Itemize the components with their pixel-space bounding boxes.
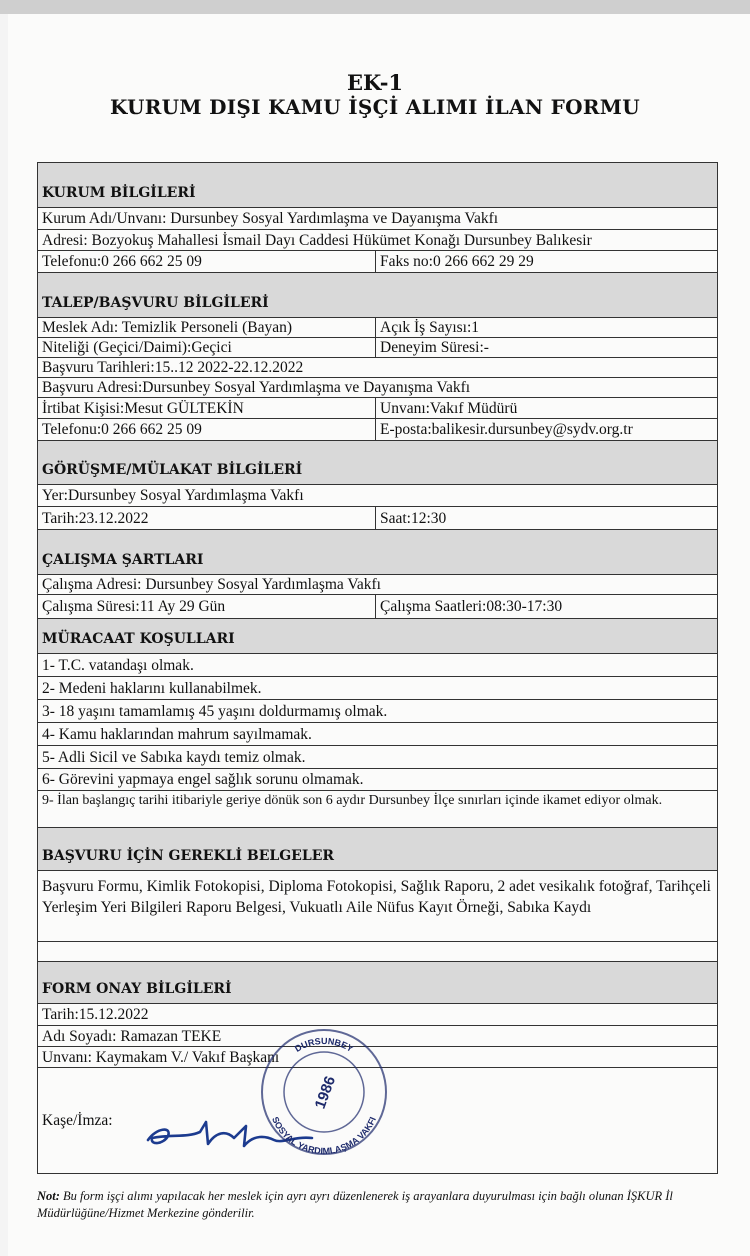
kosul-6: 6- Görevini yapmaya engel sağlık sorunu olmamak. (38, 769, 717, 791)
kurum-adres: Adresi: Bozyokuş Mahallesi İsmail Dayı Caddesi Hükümet Konağı Dursunbey Balıkesir (38, 230, 717, 251)
calisma-sure-row (38, 595, 717, 619)
footnote-text: Bu form işçi alımı yapılacak her meslek için ayrı ayrı düzenlenerek iş arayanlara duyurulması için bağlı olunan İŞKUR İl Müdürlüğüne/Hizmet Merkezine gönderilir. (37, 1189, 673, 1220)
gorusme-yer: Yer:Dursunbey Sosyal Yardımlaşma Vakfı (38, 485, 717, 507)
talep-eposta: E-posta:balikesir.dursunbey@sydv.org.tr (380, 421, 633, 438)
talep-telefon: Telefonu:0 266 662 25 09 (38, 419, 376, 440)
irtibat-kisisi: İrtibat Kişisi:Mesut GÜLTEKİN (38, 398, 376, 418)
niteligi: Niteliği (Geçici/Daimi):Geçici (38, 338, 376, 357)
stamp-bottom-text: SOSYAL YARDIMLAŞMA VAKFI (269, 1115, 378, 1157)
kosul-4: 4- Kamu haklarından mahrum sayılmamak. (38, 723, 717, 746)
form-title: KURUM DIŞI KAMU İŞÇİ ALIMI İLAN FORMU (110, 95, 640, 119)
official-stamp (254, 1022, 394, 1162)
calisma-suresi: Çalışma Süresi:11 Ay 29 Gün (38, 595, 376, 618)
section-header-onay: FORM ONAY BİLGİLERİ (38, 962, 717, 1004)
meslek-adi: Meslek Adı: Temizlik Personeli (Bayan) (38, 318, 376, 337)
footnote (37, 1188, 727, 1222)
kosul-3: 3- 18 yaşını tamamlamış 45 yaşını doldurmamış olmak. (38, 700, 717, 723)
basvuru-tarihleri: Başvuru Tarihleri:15..12 2022-22.12.2022 (38, 358, 717, 378)
svg-text:DURSUNBEY (293, 1036, 355, 1054)
irtibat-unvan: Unvanı:Vakıf Müdürü (380, 400, 518, 417)
gorusme-saat: Saat:12:30 (380, 510, 447, 527)
talep-row-2 (38, 338, 717, 358)
kosul-2: 2- Medeni haklarını kullanabilmek. (38, 677, 717, 700)
onay-unvan: Unvanı: Kaymakam V./ Vakıf Başkanı (38, 1047, 717, 1068)
deneyim-suresi: Deneyim Süresi:- (380, 339, 489, 356)
kurum-ad: Kurum Adı/Unvanı: Dursunbey Sosyal Yardımlaşma ve Dayanışma Vakfı (38, 208, 717, 230)
kase-imza: Kaşe/İmza: (38, 1068, 717, 1174)
gorusme-tarih-row (38, 507, 717, 530)
gorusme-tarih: Tarih:23.12.2022 (38, 507, 376, 529)
kurum-telefon: Telefonu:0 266 662 25 09 (38, 251, 376, 272)
basvuru-adresi: Başvuru Adresi:Dursunbey Sosyal Yardımlaşma ve Dayanışma Vakfı (38, 378, 717, 398)
calisma-adresi: Çalışma Adresi: Dursunbey Sosyal Yardımlaşma Vakfı (38, 575, 717, 595)
onay-ad-soyad: Adı Soyadı: Ramazan TEKE (38, 1026, 717, 1047)
section-header-belgeler: BAŞVURU İÇİN GEREKLİ BELGELER (38, 828, 717, 871)
section-header-muracaat: MÜRACAAT KOŞULLARI (38, 619, 717, 654)
svg-text:SOSYAL YARDIMLAŞMA VAKFI (270, 1115, 378, 1156)
calisma-saatleri: Çalışma Saatleri:08:30-17:30 (380, 598, 563, 615)
section-header-talep: TALEP/BAŞVURU BİLGİLERİ (38, 273, 717, 318)
kurum-faks: Faks no:0 266 662 29 29 (380, 253, 534, 270)
section-header-calisma: ÇALIŞMA ŞARTLARI (38, 530, 717, 575)
top-bar (0, 0, 750, 14)
kosul-5: 5- Adli Sicil ve Sabıka kaydı temiz olmak. (38, 746, 717, 769)
form-code: EK-1 (346, 70, 404, 95)
kosul-9: 9- İlan başlangıç tarihi itibariyle geriye dönük son 6 aydır Dursunbey İlçe sınırları içinde ikamet ediyor olmak. (38, 791, 717, 828)
onay-tarih: Tarih:15.12.2022 (38, 1004, 717, 1026)
talep-row-iletisim (38, 419, 717, 441)
section-header-gorusme: GÖRÜŞME/MÜLAKAT BİLGİLERİ (38, 441, 717, 485)
stamp-year: 1986 (311, 1073, 340, 1112)
talep-row-1 (38, 318, 717, 338)
empty-row (38, 942, 717, 962)
footnote-label: Not: (37, 1189, 60, 1203)
acik-is-sayisi: Açık İş Sayısı:1 (380, 319, 480, 336)
talep-row-irtibat (38, 398, 717, 419)
kosul-1: 1- T.C. vatandaşı olmak. (38, 654, 717, 677)
gerekli-belgeler: Başvuru Formu, Kimlik Fotokopisi, Diploma Fotokopisi, Sağlık Raporu, 2 adet vesikalık fotoğraf, Tarihçeli Yerleşim Yeri Bilgileri Raporu Belgesi, Vukuatlı Aile Nüfus Kayıt Örneği, Sabıka Kaydı (38, 871, 717, 942)
kurum-iletisim-row (38, 251, 717, 273)
section-header-kurum: KURUM BİLGİLERİ (38, 163, 717, 208)
stamp-top-text: DURSUNBEY (293, 1035, 355, 1054)
